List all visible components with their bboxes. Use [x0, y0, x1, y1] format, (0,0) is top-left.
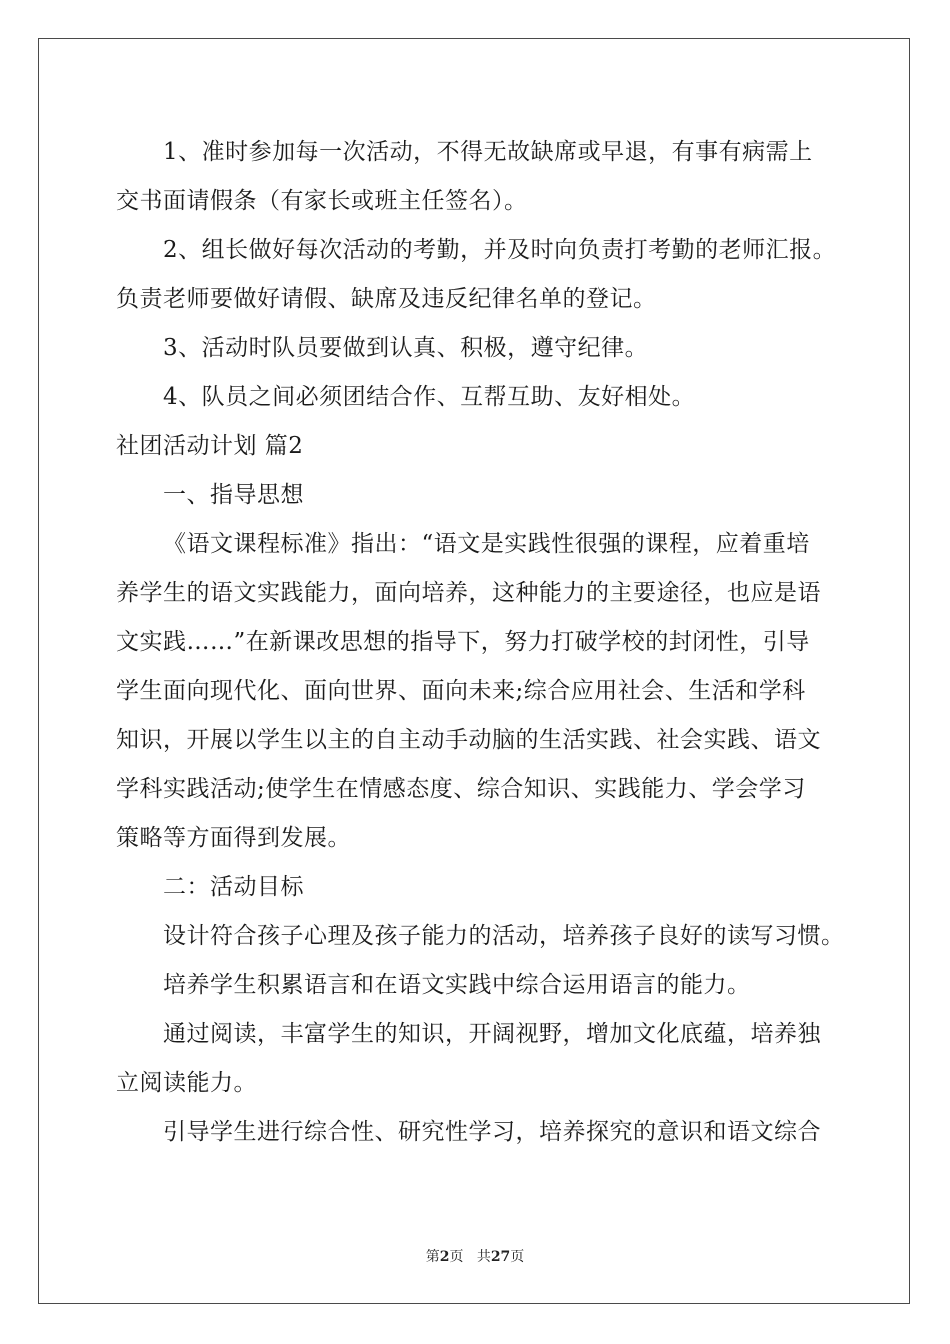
text-line: 设计符合孩子心理及孩子能力的活动，培养孩子良好的读写习惯。 — [163, 923, 845, 949]
text-line: 通过阅读，丰富学生的知识，开阔视野，增加文化底蕴，培养独 — [163, 1021, 821, 1047]
section-heading: 社团活动计划 篇2 — [116, 433, 304, 459]
text-line: 知识，开展以学生以主的自主动手动脑的生活实践、社会实践、语文 — [116, 727, 821, 753]
text-line: 《语文课程标准》指出：“语文是实践性很强的课程，应着重培 — [163, 531, 810, 557]
text-line: 养学生的语文实践能力，面向培养，这种能力的主要途径，也应是语 — [116, 580, 821, 606]
page-suffix: 页 — [449, 1249, 464, 1265]
text-line: 学科实践活动;使学生在情感态度、综合知识、实践能力、学会学习 — [116, 776, 806, 802]
total-prefix: 共 — [476, 1249, 491, 1265]
page-prefix: 第 — [425, 1249, 440, 1265]
text-line: 立阅读能力。 — [116, 1070, 257, 1096]
text-line: 2、组长做好每次活动的考勤，并及时向负责打考勤的老师汇报。 — [163, 237, 837, 263]
text-line: 文实践……”在新课改思想的指导下，努力打破学校的封闭性，引导 — [116, 629, 810, 655]
text-line: 策略等方面得到发展。 — [116, 825, 351, 851]
text-line: 培养学生积累语言和在语文实践中综合运用语言的能力。 — [163, 972, 751, 998]
document-body — [116, 128, 851, 1157]
page-number: 2 — [439, 1249, 450, 1265]
text-line: 交书面请假条（有家长或班主任签名）。 — [116, 188, 528, 214]
text-line: 学生面向现代化、面向世界、面向未来;综合应用社会、生活和学科 — [116, 678, 806, 704]
page-footer — [0, 1246, 950, 1266]
text-line: 1、准时参加每一次活动，不得无故缺席或早退，有事有病需上 — [163, 139, 813, 165]
total-suffix: 页 — [510, 1249, 525, 1265]
text-line: 负责老师要做好请假、缺席及违反纪律名单的登记。 — [116, 286, 657, 312]
text-line: 4、队员之间必须团结合作、互帮互助、友好相处。 — [163, 384, 696, 410]
text-line: 引导学生进行综合性、研究性学习，培养探究的意识和语文综合 — [163, 1119, 821, 1145]
subsection-heading: 一、指导思想 — [163, 482, 304, 508]
total-pages: 27 — [490, 1249, 511, 1265]
subsection-heading: 二：活动目标 — [163, 874, 304, 900]
text-line: 3、活动时队员要做到认真、积极，遵守纪律。 — [163, 335, 649, 361]
